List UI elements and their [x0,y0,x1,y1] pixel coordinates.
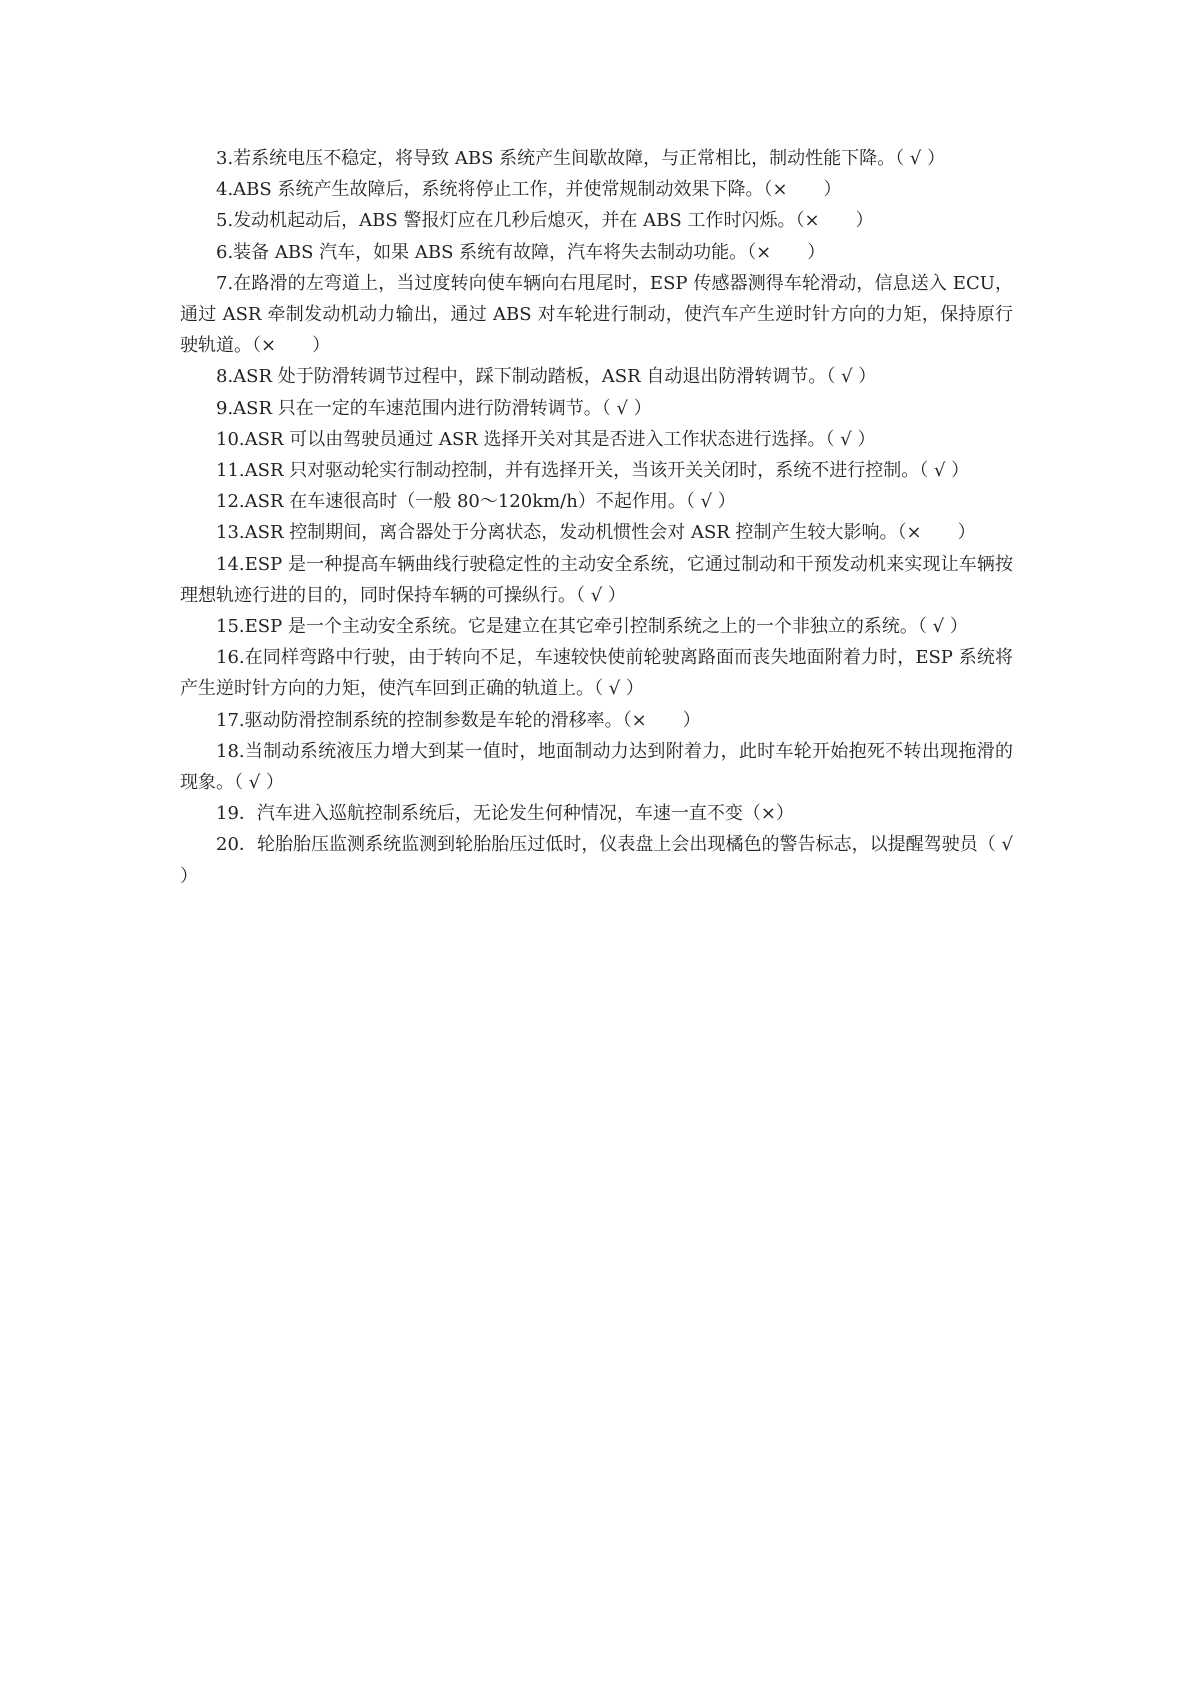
question-item-13: 13.ASR 控制期间，离合器处于分离状态，发动机惯性会对 ASR 控制产生较大影响。（× ） [216,522,976,544]
question-item-7: 7.在路滑的左弯道上，当过度转向使车辆向右甩尾时，ESP 传感器测得车轮滑动，信息送入 ECU，通过 ASR 牵制发动机动力输出，通过 ABS 对车轮进行制动，使汽车产生逆时针方向的力矩，保持原行驶轨道。（× ） [180,272,1013,357]
question-item-4: 4.ABS 系统产生故障后，系统将停止工作，并使常规制动效果下降。（× ） [216,179,842,201]
question-item-20: 20．轮胎胎压监测系统监测到轮胎胎压过低时，仪表盘上会出现橘色的警告标志，以提醒驾驶员（ √ ） [180,834,1013,887]
question-item-8: 8.ASR 处于防滑转调节过程中，踩下制动踏板，ASR 自动退出防滑转调节。（ √ ） [216,366,877,388]
question-item-3: 3.若系统电压不稳定，将导致 ABS 系统产生间歇故障，与正常相比，制动性能下降。（ √ ） [216,148,946,169]
question-item-12: 12.ASR 在车速很高时（一般 80～120km/h）不起作用。（ √ ） [216,491,736,513]
question-item-11: 11.ASR 只对驱动轮实行制动控制，并有选择开关，当该开关关闭时，系统不进行控制。（ √ ） [216,460,970,482]
question-item-14: 14.ESP 是一种提高车辆曲线行驶稳定性的主动安全系统，它通过制动和干预发动机来实现让车辆按理想轨迹行进的目的，同时保持车辆的可操纵行。（ √ ） [180,553,1013,606]
question-item-5: 5.发动机起动后，ABS 警报灯应在几秒后熄灭，并在 ABS 工作时闪烁。（× ） [216,210,874,232]
question-item-17: 17.驱动防滑控制系统的控制参数是车轮的滑移率。（× ） [216,709,701,731]
question-item-6: 6.装备 ABS 汽车，如果 ABS 系统有故障，汽车将失去制动功能。（× ） [216,241,826,263]
question-item-9: 9.ASR 只在一定的车速范围内进行防滑转调节。（ √ ） [216,397,652,419]
question-item-18: 18.当制动系统液压力增大到某一值时，地面制动力达到附着力，此时车轮开始抱死不转出现拖滑的现象。（ √ ） [180,740,1013,794]
question-item-19: 19．汽车进入巡航控制系统后，无论发生何种情况，车速一直不变（×） [216,803,794,825]
question-item-15: 15.ESP 是一个主动安全系统。它是建立在其它牵引控制系统之上的一个非独立的系统。（ √ ） [216,616,968,638]
document-page [180,143,1013,892]
question-item-16: 16.在同样弯路中行驶，由于转向不足，车速较快使前轮驶离路面而丧失地面附着力时，ESP 系统将产生逆时针方向的力矩，使汽车回到正确的轨道上。（ √ ） [180,647,1013,700]
question-item-10: 10.ASR 可以由驾驶员通过 ASR 选择开关对其是否进入工作状态进行选择。（ √ ） [216,428,876,450]
